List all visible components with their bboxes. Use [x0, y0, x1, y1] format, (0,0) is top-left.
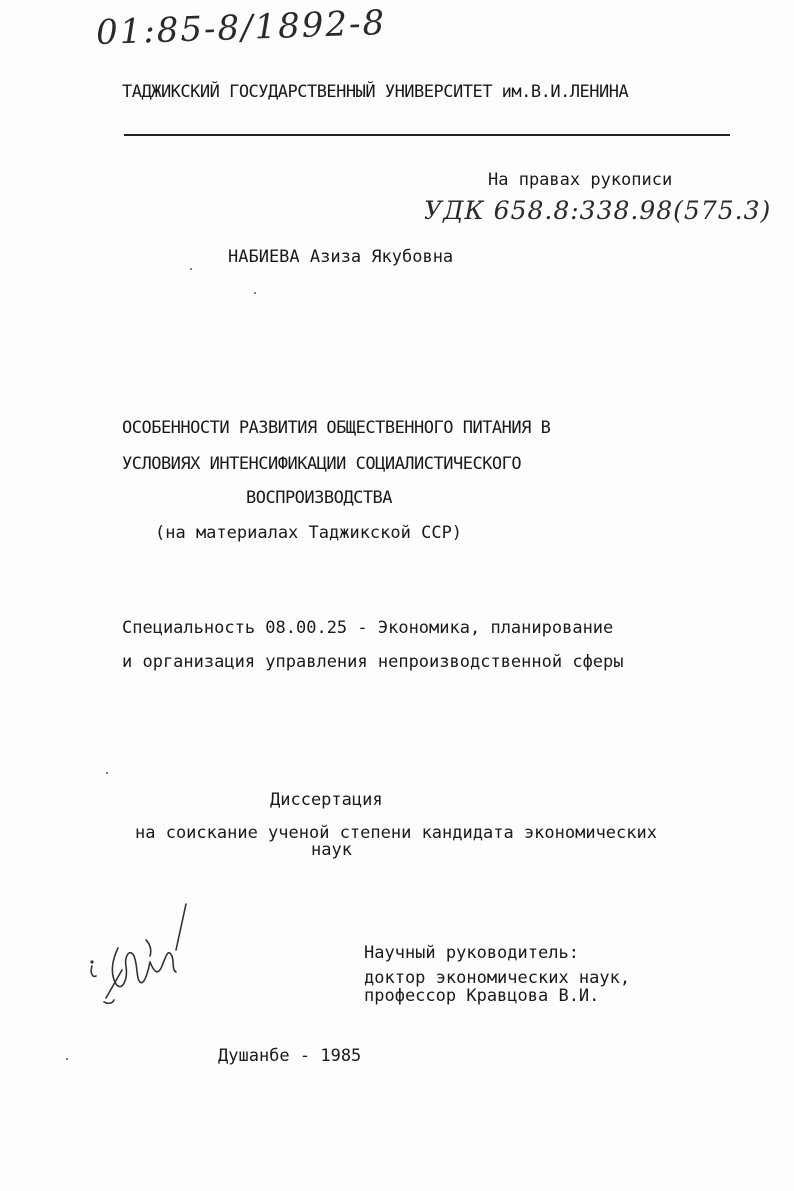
- university-name: ТАДЖИКСКИЙ ГОСУДАРСТВЕННЫЙ УНИВЕРСИТЕТ им.В.И.ЛЕНИНА: [122, 82, 629, 102]
- dissertation-label: Диссертация: [270, 790, 383, 810]
- author-name: НАБИЕВА Азиза Якубовна: [228, 247, 454, 267]
- thesis-title-line-3: ВОСПРОИЗВОДСТВА: [246, 488, 393, 508]
- thesis-subtitle: (на материалах Таджикской ССР): [155, 523, 463, 543]
- scan-speck: [190, 268, 192, 270]
- place-and-year: Душанбе - 1985: [218, 1046, 362, 1066]
- udc-code-handwritten: УДК 658.8:338.98(575.3): [424, 196, 772, 225]
- dissertation-purpose-line-1: на соискание ученой степени кандидата экономических: [135, 823, 657, 843]
- dissertation-purpose-line-2: наук: [311, 840, 352, 860]
- archive-number-handwritten: 01:85-8/1892-8: [95, 2, 387, 54]
- specialty-line-2: и организация управления непроизводственной сферы: [122, 652, 624, 672]
- scan-speck: [106, 772, 108, 774]
- thesis-title-line-2: УСЛОВИЯХ ИНТЕНСИФИКАЦИИ СОЦИАЛИСТИЧЕСКОГО: [122, 454, 522, 474]
- header-divider: [124, 134, 730, 136]
- author-signature: [78, 900, 208, 1020]
- advisor-name: профессор Кравцова В.И.: [364, 986, 600, 1006]
- signature-dot: [90, 960, 93, 963]
- specialty-line-1: Специальность 08.00.25 - Экономика, планирование: [122, 618, 614, 638]
- scan-speck: [254, 292, 256, 294]
- thesis-title-line-1: ОСОБЕННОСТИ РАЗВИТИЯ ОБЩЕСТВЕННОГО ПИТАНИЯ В: [122, 418, 551, 438]
- advisor-label: Научный руководитель:: [364, 943, 579, 963]
- scan-speck: [66, 1058, 68, 1060]
- rights-notice: На правах рукописи: [488, 170, 673, 190]
- advisor-degree: доктор экономических наук,: [364, 968, 631, 988]
